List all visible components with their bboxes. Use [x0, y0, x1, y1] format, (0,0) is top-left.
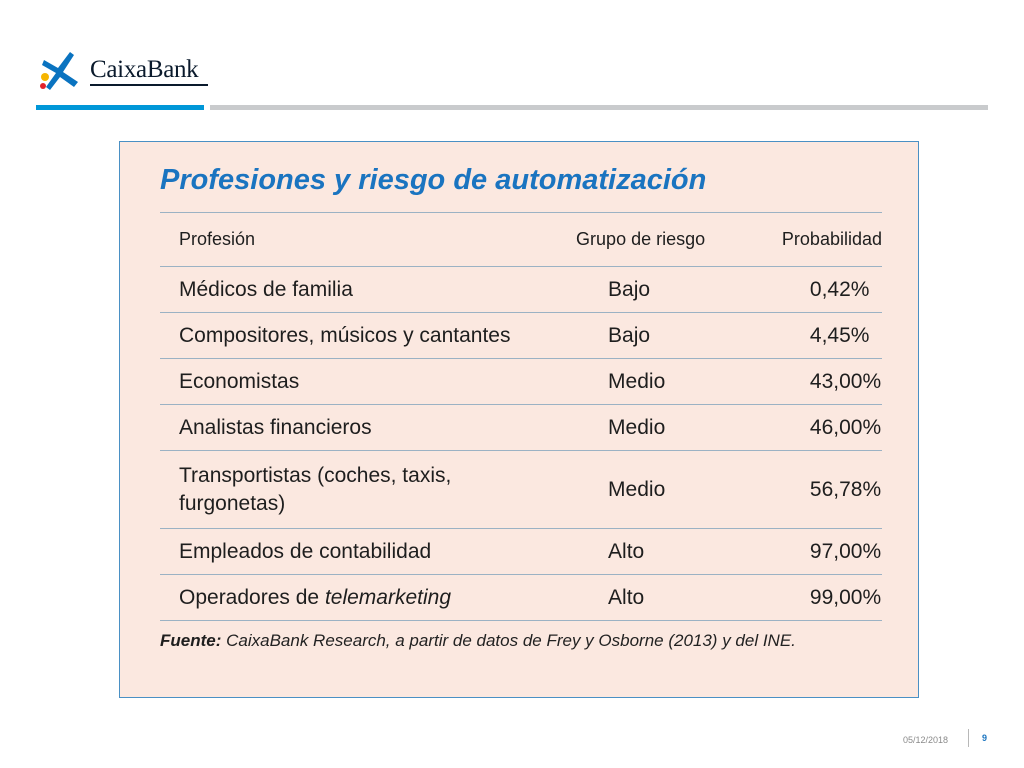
page-number: 9: [982, 733, 988, 743]
row-probability: 97,00%: [782, 529, 882, 575]
row-profession-text: Operadores de: [179, 585, 325, 609]
header-bar-rule: [210, 105, 988, 110]
table-row: [160, 575, 882, 621]
row-profession: Empleados de contabilidad: [160, 529, 539, 575]
row-profession: Analistas financieros: [160, 405, 539, 451]
source-text: CaixaBank Research, a partir de datos de Frey y Osborne (2013) y del INE.: [221, 631, 796, 650]
footer-date: 05/12/2018: [903, 735, 949, 745]
source-label: Fuente:: [160, 631, 222, 650]
row-risk-group: Medio: [539, 451, 782, 529]
row-probability: 4,45%: [782, 313, 882, 359]
row-probability: 46,00%: [782, 405, 882, 451]
footer-separator: [968, 729, 969, 747]
table-row: [160, 313, 882, 359]
header-profession: Profesión: [160, 213, 539, 267]
table-row: [160, 267, 882, 313]
row-profession: Compositores, músicos y cantantes: [160, 313, 539, 359]
header-probability: Probabilidad: [782, 213, 882, 267]
table-row: [160, 529, 882, 575]
row-risk-group: Medio: [539, 359, 782, 405]
row-risk-group: Bajo: [539, 313, 782, 359]
automation-risk-table: [160, 212, 882, 621]
brand-underline: [90, 84, 208, 86]
row-probability: 0,42%: [782, 267, 882, 313]
row-profession: [160, 451, 539, 529]
row-risk-group: Alto: [539, 575, 782, 621]
source-note: [160, 631, 796, 651]
row-profession: Médicos de familia: [160, 267, 539, 313]
caixabank-logo: [36, 50, 216, 94]
automation-risk-panel: [119, 141, 919, 698]
row-probability: 56,78%: [782, 451, 882, 529]
row-risk-group: Bajo: [539, 267, 782, 313]
row-profession-line: furgonetas): [179, 491, 286, 515]
row-risk-group: Alto: [539, 529, 782, 575]
row-probability: 99,00%: [782, 575, 882, 621]
table-row: [160, 359, 882, 405]
row-profession-italic: telemarketing: [324, 585, 451, 609]
row-profession: Economistas: [160, 359, 539, 405]
row-profession-line: Transportistas (coches, taxis,: [179, 463, 452, 487]
row-probability: 43,00%: [782, 359, 882, 405]
panel-title: Profesiones y riesgo de automatización: [160, 164, 707, 196]
table-row: [160, 405, 882, 451]
header-bar-accent: [36, 105, 204, 110]
row-profession: [160, 575, 539, 621]
table-row: [160, 451, 882, 529]
caixabank-star-icon: [36, 50, 86, 94]
header-risk-group: Grupo de riesgo: [539, 213, 782, 267]
row-risk-group: Medio: [539, 405, 782, 451]
table-header-row: [160, 213, 882, 267]
brand-name: CaixaBank: [90, 56, 199, 83]
